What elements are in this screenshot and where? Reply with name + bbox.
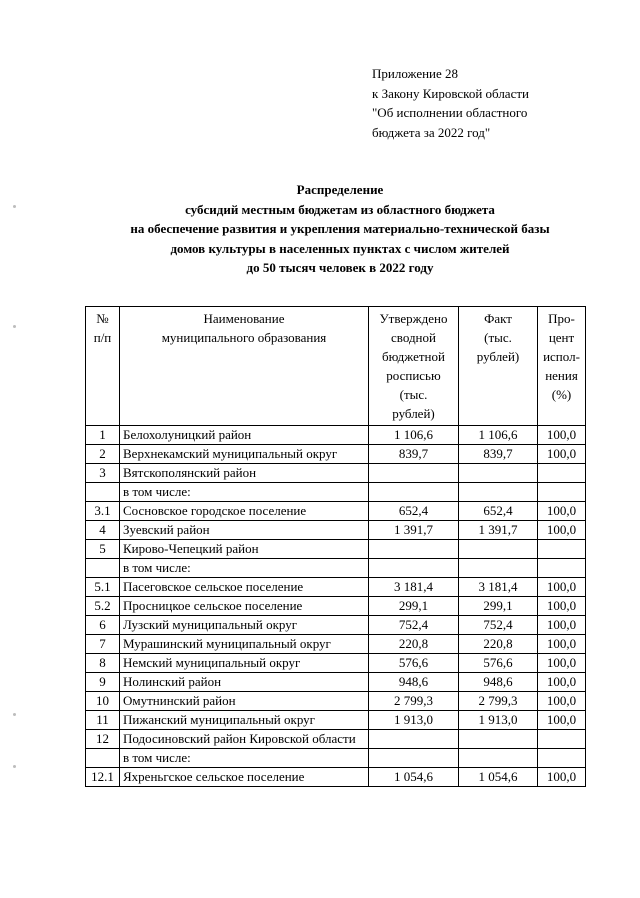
cell-percent: 100,0 <box>538 673 586 692</box>
cell-fact <box>459 464 538 483</box>
cell-approved: 1 106,6 <box>369 426 459 445</box>
header-approved <box>369 307 459 426</box>
title-line: до 50 тысяч человек в 2022 году <box>246 260 434 275</box>
cell-num: 10 <box>86 692 120 711</box>
cell-name: Лузский муниципальный округ <box>120 616 369 635</box>
table-row <box>86 711 586 730</box>
cell-name: Пасеговское сельское поселение <box>120 578 369 597</box>
table-row <box>86 654 586 673</box>
table-row <box>86 578 586 597</box>
cell-fact: 299,1 <box>459 597 538 616</box>
cell-approved: 752,4 <box>369 616 459 635</box>
appendix-line: к Закону Кировской области <box>372 85 529 101</box>
cell-num: 12 <box>86 730 120 749</box>
title-line: на обеспечение развития и укрепления материально-технической базы <box>130 221 550 236</box>
header-text: муниципального образования <box>161 330 327 345</box>
cell-approved: 652,4 <box>369 502 459 521</box>
cell-percent <box>538 483 586 502</box>
cell-percent <box>538 464 586 483</box>
header-text: Факт <box>484 311 512 326</box>
cell-name: Омутнинский район <box>120 692 369 711</box>
cell-num: 11 <box>86 711 120 730</box>
cell-num: 1 <box>86 426 120 445</box>
cell-num: 3 <box>86 464 120 483</box>
cell-fact <box>459 483 538 502</box>
cell-percent: 100,0 <box>538 597 586 616</box>
table-row <box>86 635 586 654</box>
cell-fact: 220,8 <box>459 635 538 654</box>
cell-percent: 100,0 <box>538 654 586 673</box>
cell-percent: 100,0 <box>538 711 586 730</box>
cell-approved: 839,7 <box>369 445 459 464</box>
header-text: испол- <box>543 349 580 364</box>
table-header-row <box>86 307 586 426</box>
cell-name: Пижанский муниципальный округ <box>120 711 369 730</box>
cell-fact <box>459 559 538 578</box>
cell-fact: 2 799,3 <box>459 692 538 711</box>
cell-fact: 652,4 <box>459 502 538 521</box>
appendix-line: "Об исполнении областного <box>372 105 528 120</box>
cell-num: 4 <box>86 521 120 540</box>
cell-num: 5.1 <box>86 578 120 597</box>
cell-approved: 2 799,3 <box>369 692 459 711</box>
table-row <box>86 692 586 711</box>
cell-name: Подосиновский район Кировской области <box>120 730 369 749</box>
header-text: № <box>96 311 109 326</box>
cell-fact: 576,6 <box>459 654 538 673</box>
table-row <box>86 540 586 559</box>
cell-name: Вятскополянский район <box>120 464 369 483</box>
header-text: рублей) <box>476 349 520 364</box>
cell-num <box>86 749 120 768</box>
cell-fact <box>459 749 538 768</box>
cell-num: 8 <box>86 654 120 673</box>
table-row <box>86 616 586 635</box>
cell-percent: 100,0 <box>538 445 586 464</box>
cell-num: 9 <box>86 673 120 692</box>
cell-approved <box>369 483 459 502</box>
header-text: Утверждено <box>379 311 448 326</box>
cell-percent: 100,0 <box>538 692 586 711</box>
cell-approved: 1 054,6 <box>369 768 459 787</box>
cell-num: 6 <box>86 616 120 635</box>
cell-name: в том числе: <box>120 483 369 502</box>
cell-fact: 1 913,0 <box>459 711 538 730</box>
cell-name: Сосновское городское поселение <box>120 502 369 521</box>
cell-approved <box>369 559 459 578</box>
header-text: (тыс. <box>484 330 512 345</box>
cell-num: 12.1 <box>86 768 120 787</box>
scan-speck <box>13 713 16 716</box>
cell-fact <box>459 730 538 749</box>
table-row <box>86 559 586 578</box>
cell-fact: 1 391,7 <box>459 521 538 540</box>
cell-percent <box>538 749 586 768</box>
cell-name: Немский муниципальный округ <box>120 654 369 673</box>
cell-num: 2 <box>86 445 120 464</box>
cell-num: 5 <box>86 540 120 559</box>
table-row <box>86 426 586 445</box>
cell-percent: 100,0 <box>538 502 586 521</box>
cell-percent <box>538 540 586 559</box>
cell-approved: 1 913,0 <box>369 711 459 730</box>
appendix-line: бюджета за 2022 год" <box>372 124 491 140</box>
appendix-block <box>372 64 529 142</box>
cell-name: Нолинский район <box>120 673 369 692</box>
cell-fact: 839,7 <box>459 445 538 464</box>
header-text: (тыс. <box>399 387 428 402</box>
cell-fact <box>459 540 538 559</box>
cell-name: Яхреньгское сельское поселение <box>120 768 369 787</box>
header-fact <box>459 307 538 426</box>
table-row <box>86 502 586 521</box>
cell-approved <box>369 730 459 749</box>
header-text: Про- <box>548 311 575 326</box>
header-text: (%) <box>551 387 572 402</box>
cell-approved <box>369 749 459 768</box>
cell-num: 7 <box>86 635 120 654</box>
header-text: Наименование <box>203 311 285 326</box>
cell-percent: 100,0 <box>538 426 586 445</box>
cell-approved: 948,6 <box>369 673 459 692</box>
table-row <box>86 597 586 616</box>
subsidy-table <box>85 306 586 787</box>
table-row <box>86 730 586 749</box>
cell-percent: 100,0 <box>538 616 586 635</box>
cell-approved: 3 181,4 <box>369 578 459 597</box>
cell-fact: 948,6 <box>459 673 538 692</box>
header-percent <box>538 307 586 426</box>
cell-num: 5.2 <box>86 597 120 616</box>
header-num <box>86 307 120 426</box>
cell-name: Мурашинский муниципальный округ <box>120 635 369 654</box>
table-row <box>86 445 586 464</box>
scan-speck <box>13 765 16 768</box>
header-text: нения <box>545 368 578 383</box>
cell-name: Кирово-Чепецкий район <box>120 540 369 559</box>
cell-name: Верхнекамский муниципальный округ <box>120 445 369 464</box>
cell-name: в том числе: <box>120 749 369 768</box>
table-row <box>86 521 586 540</box>
cell-percent: 100,0 <box>538 768 586 787</box>
cell-num <box>86 483 120 502</box>
title-line: субсидий местным бюджетам из областного бюджета <box>185 201 495 217</box>
appendix-line: Приложение 28 <box>372 66 459 81</box>
cell-name: Просницкое сельское поселение <box>120 597 369 616</box>
cell-fact: 1 054,6 <box>459 768 538 787</box>
cell-name: Зуевский район <box>120 521 369 540</box>
scan-speck <box>13 205 16 208</box>
cell-name: Белохолуницкий район <box>120 426 369 445</box>
header-text: росписью <box>386 368 441 383</box>
table-row <box>86 464 586 483</box>
title-line: домов культуры в населенных пунктах с числом жителей <box>170 240 510 256</box>
scan-speck <box>13 325 16 328</box>
header-text: бюджетной <box>382 349 445 364</box>
cell-fact: 752,4 <box>459 616 538 635</box>
cell-fact: 1 106,6 <box>459 426 538 445</box>
cell-approved: 1 391,7 <box>369 521 459 540</box>
cell-fact: 3 181,4 <box>459 578 538 597</box>
cell-approved: 576,6 <box>369 654 459 673</box>
cell-percent <box>538 730 586 749</box>
table-row <box>86 768 586 787</box>
cell-num <box>86 559 120 578</box>
cell-percent <box>538 559 586 578</box>
table-row <box>86 673 586 692</box>
table-row <box>86 483 586 502</box>
table-row <box>86 749 586 768</box>
cell-percent: 100,0 <box>538 578 586 597</box>
header-text: цент <box>548 330 575 345</box>
cell-name: в том числе: <box>120 559 369 578</box>
title-line: Распределение <box>296 182 384 197</box>
header-text: рублей) <box>392 406 435 421</box>
document-title <box>60 180 620 278</box>
cell-percent: 100,0 <box>538 521 586 540</box>
header-name <box>120 307 369 426</box>
header-text: сводной <box>391 330 436 345</box>
cell-approved: 220,8 <box>369 635 459 654</box>
cell-approved <box>369 464 459 483</box>
cell-num: 3.1 <box>86 502 120 521</box>
cell-approved <box>369 540 459 559</box>
cell-percent: 100,0 <box>538 635 586 654</box>
cell-approved: 299,1 <box>369 597 459 616</box>
header-text: п/п <box>93 330 112 345</box>
